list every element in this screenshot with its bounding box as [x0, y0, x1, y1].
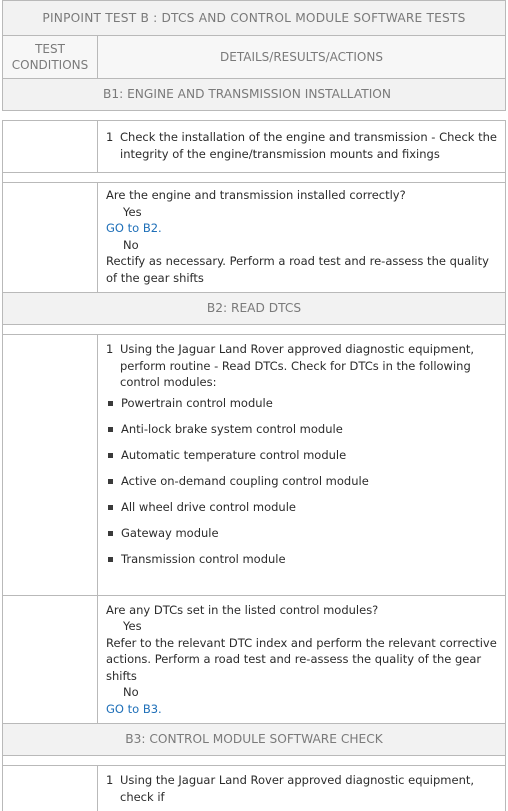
- list-item: Powertrain control module: [106, 391, 497, 417]
- bullet-icon: [108, 531, 113, 536]
- b1-no-label: No: [123, 237, 139, 252]
- bullet-icon: [108, 479, 113, 484]
- b1-step: 1 Check the installation of the engine and transmission - Check the integrity of the engine/transmission mounts and fixings: [106, 130, 497, 161]
- b2-yes-label: Yes: [123, 619, 142, 633]
- test-conditions-cell: [3, 121, 98, 172]
- b2-module-list: [106, 391, 497, 573]
- b2-step: 1 Using the Jaguar Land Rover approved diagnostic equipment, perform routine - Read DTCs. Check for DTCs in the following control modules:: [106, 342, 475, 389]
- list-item: Automatic temperature control module: [106, 443, 497, 469]
- b2-goto-b3-link[interactable]: GO to B3.: [106, 701, 162, 716]
- b2-no-label: No: [123, 685, 139, 699]
- list-item: Gateway module: [106, 521, 497, 547]
- b1-result-row: [3, 183, 505, 293]
- bullet-icon: [108, 505, 113, 510]
- list-item: Transmission control module: [106, 547, 497, 573]
- list-item: Active on-demand coupling control module: [106, 469, 497, 495]
- section-heading-b1: B1: ENGINE AND TRANSMISSION INSTALLATION: [3, 79, 505, 111]
- bullet-icon: [108, 427, 113, 432]
- b1-question: Are the engine and transmission installed correctly?: [106, 188, 406, 202]
- b3-step: 1 Using the Jaguar Land Rover approved diagnostic equipment, check if: [106, 773, 475, 804]
- b3-step-row: [3, 766, 505, 811]
- b1-yes-label: Yes: [123, 204, 142, 219]
- bullet-icon: [108, 453, 113, 458]
- bullet-icon: [108, 557, 113, 562]
- table-header-row: [3, 36, 505, 79]
- b2-result-row: [3, 596, 505, 725]
- b1-no-action: Rectify as necessary. Perform a road test and re-assess the quality of the gear shifts: [106, 254, 489, 285]
- list-item: All wheel drive control module: [106, 495, 497, 521]
- table-title: PINPOINT TEST B : DTCS AND CONTROL MODULE SOFTWARE TESTS: [3, 0, 505, 36]
- b2-question: Are any DTCs set in the listed control modules?: [106, 602, 379, 617]
- test-conditions-cell: [3, 766, 98, 811]
- b2-step-row: [3, 335, 505, 596]
- section-heading-b2: B2: READ DTCS: [3, 293, 505, 325]
- b1-goto-b2-link[interactable]: GO to B2.: [106, 221, 162, 235]
- test-conditions-header: TEST CONDITIONS: [3, 36, 98, 78]
- test-conditions-cell: [3, 335, 98, 595]
- test-conditions-cell: [3, 183, 98, 292]
- details-header: DETAILS/RESULTS/ACTIONS: [220, 50, 383, 64]
- bullet-icon: [108, 401, 113, 406]
- test-conditions-cell: [3, 596, 98, 724]
- b1-step-row: [3, 121, 505, 173]
- list-item: Anti-lock brake system control module: [106, 417, 497, 443]
- b2-yes-action: Refer to the relevant DTC index and perform the relevant corrective actions. Perform a road test and re-assess the quality of the gear shifts: [106, 635, 497, 683]
- pinpoint-test-table: [2, 0, 506, 811]
- section-heading-b3: B3: CONTROL MODULE SOFTWARE CHECK: [3, 724, 505, 756]
